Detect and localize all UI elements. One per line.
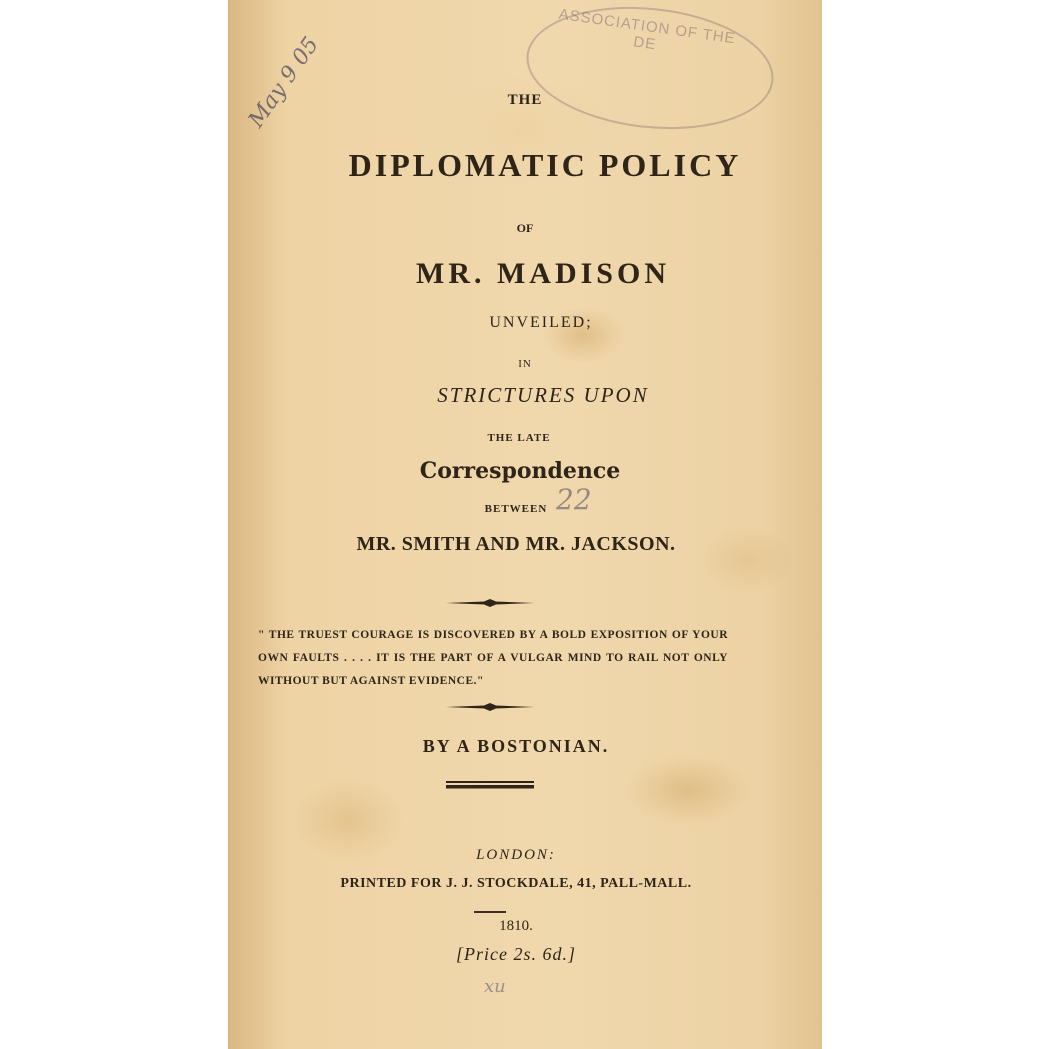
title-strictures: STRICTURES UPON — [437, 383, 649, 407]
title-parties: MR. SMITH AND MR. JACKSON. — [356, 533, 676, 555]
library-stamp-text: ASSOCIATION OF THE DE — [557, 5, 737, 54]
handwritten-date: May 9 05 — [243, 32, 325, 133]
title-between: BETWEEN — [484, 503, 548, 515]
author-line: BY A BOSTONIAN. — [422, 736, 610, 756]
title-of: OF — [516, 221, 534, 235]
ornamental-rule-middle — [446, 702, 534, 712]
handwritten-number: 22 — [556, 483, 592, 516]
imprint-printer: PRINTED FOR J. J. STOCKDALE, 41, PALL-MALL. — [340, 876, 692, 891]
title-late: THE LATE — [487, 432, 551, 444]
epigraph: " THE TRUEST COURAGE IS DISCOVERED BY A BOLD EXPOSITION OF YOUR OWN FAULTS . . . . IT IS THE PART OF A VULGAR MIND TO RAIL NOT ONLY WITHOUT BUT AGAINST EVIDENCE." — [258, 629, 728, 687]
imprint-place: LONDON: — [476, 847, 556, 863]
title-page — [228, 0, 822, 1049]
title-in: IN — [518, 358, 532, 370]
double-rule — [446, 780, 534, 790]
ornamental-rule-top — [446, 598, 534, 608]
imprint-year: 1810. — [499, 918, 533, 934]
title-correspondence: Correspondence — [419, 458, 621, 484]
title-name: MR. MADISON — [416, 257, 670, 290]
handwritten-mark: xu — [484, 976, 506, 997]
title-unveiled: UNVEILED; — [489, 314, 593, 331]
year-rule — [474, 911, 506, 913]
price-line: [Price 2s. 6d.] — [456, 944, 576, 964]
title-main: DIPLOMATIC POLICY — [348, 147, 742, 183]
title-the: THE — [507, 92, 543, 108]
